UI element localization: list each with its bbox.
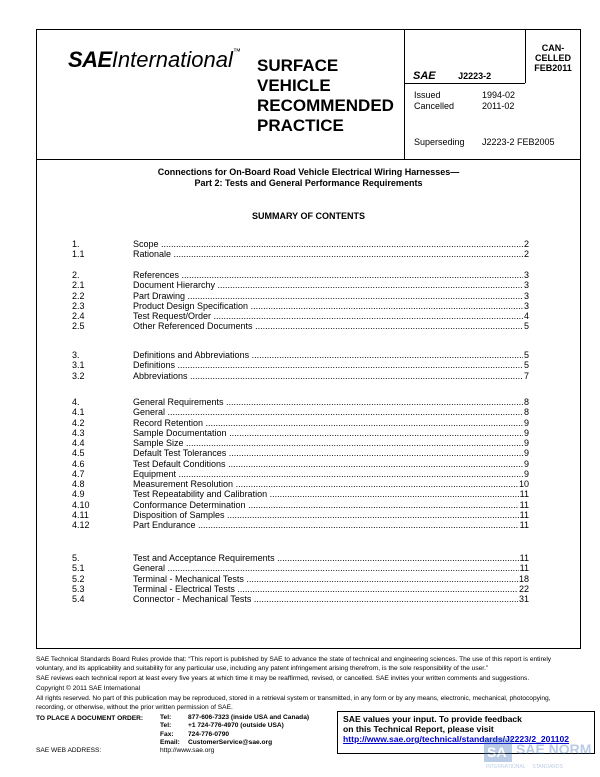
rules-paragraph: SAE Technical Standards Board Rules provide that: “This report is published by SAE to advance the state of technical and engineering sciences. The use of this report is entirely voluntary, and its applicability and suitability for any particular use, including any patent infringement arising therefrom, is the sole responsibility of the user.” bbox=[36, 656, 552, 672]
toc-label bbox=[133, 249, 529, 259]
toc-number: 5. bbox=[72, 553, 80, 563]
tel-label: Tel: bbox=[160, 714, 172, 721]
toc-page-number: 22 bbox=[518, 583, 529, 594]
toc-label-text: Equipment bbox=[133, 468, 177, 479]
toc-label bbox=[133, 489, 529, 499]
toc-page-number: 2 bbox=[523, 249, 529, 260]
toc-row[interactable] bbox=[0, 594, 600, 604]
toc-label-text: Definitions and Abbreviations bbox=[133, 350, 250, 360]
toc-number: 4.2 bbox=[72, 417, 85, 428]
toc-row[interactable] bbox=[0, 311, 600, 321]
toc-page-number: 5 bbox=[523, 360, 529, 371]
toc-number: 4.6 bbox=[72, 458, 85, 469]
rights-paragraph: All rights reserved. No part of this publication may be reproduced, stored in a retrieval system or transmitted, in any form or by any means, electronic, mechanical, photocopying, recording, or otherwise, without the prior written permission of SAE. bbox=[36, 695, 551, 711]
toc-label-text: Sample Documentation bbox=[133, 427, 227, 438]
toc-page-number: 11 bbox=[519, 499, 529, 510]
toc-page-number: 5 bbox=[523, 350, 529, 360]
toc-number: 2.4 bbox=[72, 311, 85, 321]
toc-row[interactable] bbox=[0, 489, 600, 499]
toc-page-number: 3 bbox=[523, 290, 529, 301]
toc-number: 4.9 bbox=[72, 489, 85, 500]
toc-page-number: 10 bbox=[518, 479, 529, 489]
toc-number: 4.12 bbox=[72, 520, 90, 530]
toc-label-text: Test Request/Order bbox=[133, 311, 212, 321]
toc-label-text: Test and Acceptance Requirements bbox=[133, 553, 275, 563]
toc-label-text: Product Design Specification bbox=[133, 300, 249, 311]
status-line: FEB2011 bbox=[534, 63, 572, 73]
toc-page-number: 8 bbox=[523, 397, 529, 407]
toc-row[interactable] bbox=[0, 553, 600, 563]
toc-row[interactable] bbox=[0, 360, 600, 370]
feedback-line-2: on this Technical Report, please visit bbox=[343, 724, 494, 734]
toc-number: 5.4 bbox=[72, 594, 85, 604]
toc-label-text: Test Repeatability and Calibration bbox=[133, 489, 268, 500]
sae-norm-watermark bbox=[484, 736, 598, 772]
toc-row[interactable] bbox=[0, 459, 600, 469]
copyright: Copyright © 2011 SAE International bbox=[36, 685, 141, 692]
toc-row[interactable] bbox=[0, 301, 600, 311]
toc-number: 2.3 bbox=[72, 300, 85, 311]
toc-row[interactable] bbox=[0, 500, 600, 510]
toc-row[interactable] bbox=[0, 291, 600, 301]
issued-value: 1994-02 bbox=[482, 90, 516, 100]
toc-label-text: General Requirements bbox=[133, 397, 224, 407]
toc-label bbox=[133, 584, 529, 594]
toc-number: 2.5 bbox=[72, 321, 85, 332]
cancelled-label: Cancelled bbox=[414, 101, 455, 111]
toc-row[interactable] bbox=[0, 249, 600, 259]
toc-page-number: 7 bbox=[523, 370, 529, 381]
toc-page-number: 9 bbox=[523, 458, 529, 469]
toc-page-number: 8 bbox=[523, 407, 529, 418]
toc-label bbox=[133, 500, 529, 510]
toc-page-number: 11 bbox=[519, 563, 529, 574]
fax-label: Fax: bbox=[160, 730, 174, 738]
toc-page-number: 3 bbox=[523, 270, 529, 280]
toc-number: 4.1 bbox=[72, 407, 85, 418]
toc-label bbox=[133, 418, 529, 428]
toc-number: 3.2 bbox=[72, 370, 85, 381]
toc-label-text: Terminal - Electrical Tests bbox=[133, 583, 235, 594]
toc-row[interactable] bbox=[0, 407, 600, 417]
toc-row[interactable] bbox=[0, 239, 600, 249]
toc-label bbox=[133, 397, 529, 407]
toc-page-number: 2 bbox=[523, 239, 529, 249]
toc-label-text: Abbreviations bbox=[133, 370, 188, 381]
toc-label bbox=[133, 563, 529, 573]
toc-row[interactable] bbox=[0, 428, 600, 438]
toc-label bbox=[133, 301, 529, 311]
order-contact-values bbox=[188, 714, 309, 748]
toc-number: 2.2 bbox=[72, 290, 85, 301]
toc-page-number: 9 bbox=[523, 438, 529, 448]
logo-sae-text: SAE bbox=[68, 47, 112, 72]
doc-number: J2223-2 bbox=[458, 71, 492, 81]
cancelled-value: 2011-02 bbox=[482, 101, 515, 111]
toc-label-text: Scope bbox=[133, 239, 159, 249]
doc-type-line: PRACTICE bbox=[257, 116, 344, 135]
toc-number: 4.4 bbox=[72, 438, 85, 448]
toc-row[interactable] bbox=[0, 371, 600, 381]
toc-page-number: 3 bbox=[523, 280, 529, 291]
watermark-text: SAE NORM bbox=[516, 741, 592, 757]
toc-row[interactable] bbox=[0, 479, 600, 489]
toc-number: 4.11 bbox=[72, 509, 89, 520]
toc-page-number: 9 bbox=[523, 448, 529, 459]
toc-row[interactable] bbox=[0, 270, 600, 280]
toc-number: 4.5 bbox=[72, 448, 85, 459]
toc-number: 1. bbox=[72, 239, 80, 249]
toc-page-number: 31 bbox=[518, 594, 529, 604]
toc-row[interactable] bbox=[0, 418, 600, 428]
toc-page-number: 11 bbox=[519, 509, 529, 520]
toc-label-text: Measurement Resolution bbox=[133, 479, 234, 489]
toc-label bbox=[133, 428, 529, 438]
toc-label-text: Record Retention bbox=[133, 417, 204, 428]
toc-label-text: Conformance Determination bbox=[133, 499, 246, 510]
order-label: TO PLACE A DOCUMENT ORDER: bbox=[36, 715, 144, 722]
toc-page-number: 4 bbox=[523, 311, 529, 321]
logo-international-text: International bbox=[111, 47, 233, 72]
tel2-value: +1 724-776-4970 (outside USA) bbox=[188, 722, 284, 730]
fax-value: 724-776-0790 bbox=[188, 730, 230, 738]
toc-label-text: Default Test Tolerances bbox=[133, 448, 227, 459]
toc-number: 3.1 bbox=[72, 360, 85, 371]
toc-number: 1.1 bbox=[72, 249, 85, 260]
toc-page-number: 9 bbox=[523, 417, 529, 428]
toc-number: 2.1 bbox=[72, 280, 85, 291]
toc-label-text: Sample Size bbox=[133, 438, 184, 448]
svg-text:SA: SA bbox=[487, 744, 507, 760]
title-line-1: Connections for On-Board Road Vehicle Electrical Wiring Harnesses— bbox=[157, 167, 460, 177]
toc-number: 4.8 bbox=[72, 479, 85, 489]
toc-label-text: Definitions bbox=[133, 360, 176, 371]
toc-label bbox=[133, 291, 529, 301]
toc-row[interactable] bbox=[0, 584, 600, 594]
small-sae-logo: SAE bbox=[413, 70, 436, 82]
toc-label bbox=[133, 574, 529, 584]
email-link[interactable]: CustomerService@sae.org bbox=[188, 739, 273, 747]
doc-type-line: VEHICLE bbox=[257, 76, 331, 95]
superseding-label: Superseding bbox=[414, 137, 465, 147]
doc-type-line: SURFACE bbox=[257, 56, 339, 75]
title-line-2: Part 2: Tests and General Performance Requirements bbox=[194, 178, 423, 188]
toc-label-text: Part Drawing bbox=[133, 290, 186, 301]
toc-label bbox=[133, 448, 529, 458]
toc-label bbox=[133, 479, 529, 489]
toc-number: 5.1 bbox=[72, 563, 85, 574]
review-paragraph: SAE reviews each technical report at least every five years at which time it may be reaffirmed, revised, or cancelled. SAE invites your written comments and suggestions. bbox=[36, 675, 530, 682]
feedback-line-1: SAE values your input. To provide feedback bbox=[343, 714, 522, 724]
toc-label bbox=[133, 360, 529, 370]
toc-label bbox=[133, 510, 529, 520]
toc-label-text: Terminal - Mechanical Tests bbox=[133, 573, 244, 584]
toc-row[interactable] bbox=[0, 397, 600, 407]
toc-label-text: Part Endurance bbox=[133, 520, 196, 530]
toc-number: 4.3 bbox=[72, 427, 85, 438]
toc-number: 5.3 bbox=[72, 583, 85, 594]
toc-number: 3. bbox=[72, 350, 80, 360]
tel2-label: Tel: bbox=[160, 722, 172, 730]
toc-page-number: 11 bbox=[519, 553, 529, 563]
toc-label bbox=[133, 438, 529, 448]
email-label: Email: bbox=[160, 739, 180, 747]
toc-number: 4.10 bbox=[72, 499, 90, 510]
toc-label bbox=[133, 280, 529, 290]
toc-page-number: 9 bbox=[523, 468, 529, 479]
toc-label bbox=[133, 459, 529, 469]
toc-label bbox=[133, 239, 529, 249]
doc-type-line: RECOMMENDED bbox=[257, 96, 394, 115]
toc-row[interactable] bbox=[0, 448, 600, 458]
toc-page-number: 3 bbox=[523, 300, 529, 311]
toc-number: 4.7 bbox=[72, 468, 85, 479]
toc-row[interactable] bbox=[0, 510, 600, 520]
toc-label bbox=[133, 321, 529, 331]
toc-row[interactable] bbox=[0, 321, 600, 331]
toc-label-text: General bbox=[133, 407, 166, 418]
toc-page-number: 11 bbox=[519, 489, 529, 500]
toc-row[interactable] bbox=[0, 280, 600, 290]
watermark-subtext: INTERNATIONAL STANDARDS bbox=[486, 764, 563, 770]
toc-label bbox=[133, 469, 529, 479]
toc-number: 4. bbox=[72, 397, 80, 407]
status-line: CELLED bbox=[535, 53, 571, 63]
toc-row[interactable] bbox=[0, 350, 600, 360]
toc-label-text: Other Referenced Documents bbox=[133, 321, 253, 332]
status-line: CAN- bbox=[541, 43, 565, 53]
toc-number: 5.2 bbox=[72, 573, 85, 584]
feedback-link[interactable]: http://www.sae.org/technical/standards/J2223/2_201102 bbox=[343, 734, 570, 744]
toc-page-number: 5 bbox=[523, 321, 529, 332]
toc-label bbox=[133, 311, 529, 321]
toc-label bbox=[133, 407, 529, 417]
toc-row[interactable] bbox=[0, 520, 600, 530]
toc-page-number: 11 bbox=[519, 520, 529, 530]
summary-heading: SUMMARY OF CONTENTS bbox=[251, 211, 365, 221]
logo-trademark: ™ bbox=[232, 47, 241, 56]
order-contact-labels bbox=[160, 714, 180, 748]
toc-number: 2. bbox=[72, 270, 80, 280]
toc-row[interactable] bbox=[0, 438, 600, 448]
toc-row[interactable] bbox=[0, 563, 600, 573]
toc-label-text: Disposition of Samples bbox=[133, 509, 225, 520]
toc-page-number: 18 bbox=[518, 573, 529, 584]
toc-row[interactable] bbox=[0, 469, 600, 479]
web-address-link[interactable]: http://www.sae.org bbox=[160, 747, 215, 754]
toc-label-text: General bbox=[133, 563, 166, 574]
toc-label-text: Connector - Mechanical Tests bbox=[133, 594, 252, 604]
toc-row[interactable] bbox=[0, 574, 600, 584]
toc-label bbox=[133, 270, 529, 280]
superseding-value: J2223-2 FEB2005 bbox=[482, 137, 555, 147]
issued-label: Issued bbox=[414, 90, 441, 100]
web-label: SAE WEB ADDRESS: bbox=[36, 747, 102, 754]
toc-label bbox=[133, 594, 529, 604]
tel-value: 877-606-7323 (inside USA and Canada) bbox=[188, 714, 310, 721]
toc-label bbox=[133, 350, 529, 360]
toc-label-text: Test Default Conditions bbox=[133, 458, 226, 469]
toc-page-number: 9 bbox=[523, 427, 529, 438]
toc-label-text: Document Hierarchy bbox=[133, 280, 216, 291]
toc-label-text: References bbox=[133, 270, 180, 280]
toc-label bbox=[133, 520, 529, 530]
toc-label-text: Rationale bbox=[133, 249, 172, 260]
toc-label bbox=[133, 371, 529, 381]
toc-label bbox=[133, 553, 529, 563]
